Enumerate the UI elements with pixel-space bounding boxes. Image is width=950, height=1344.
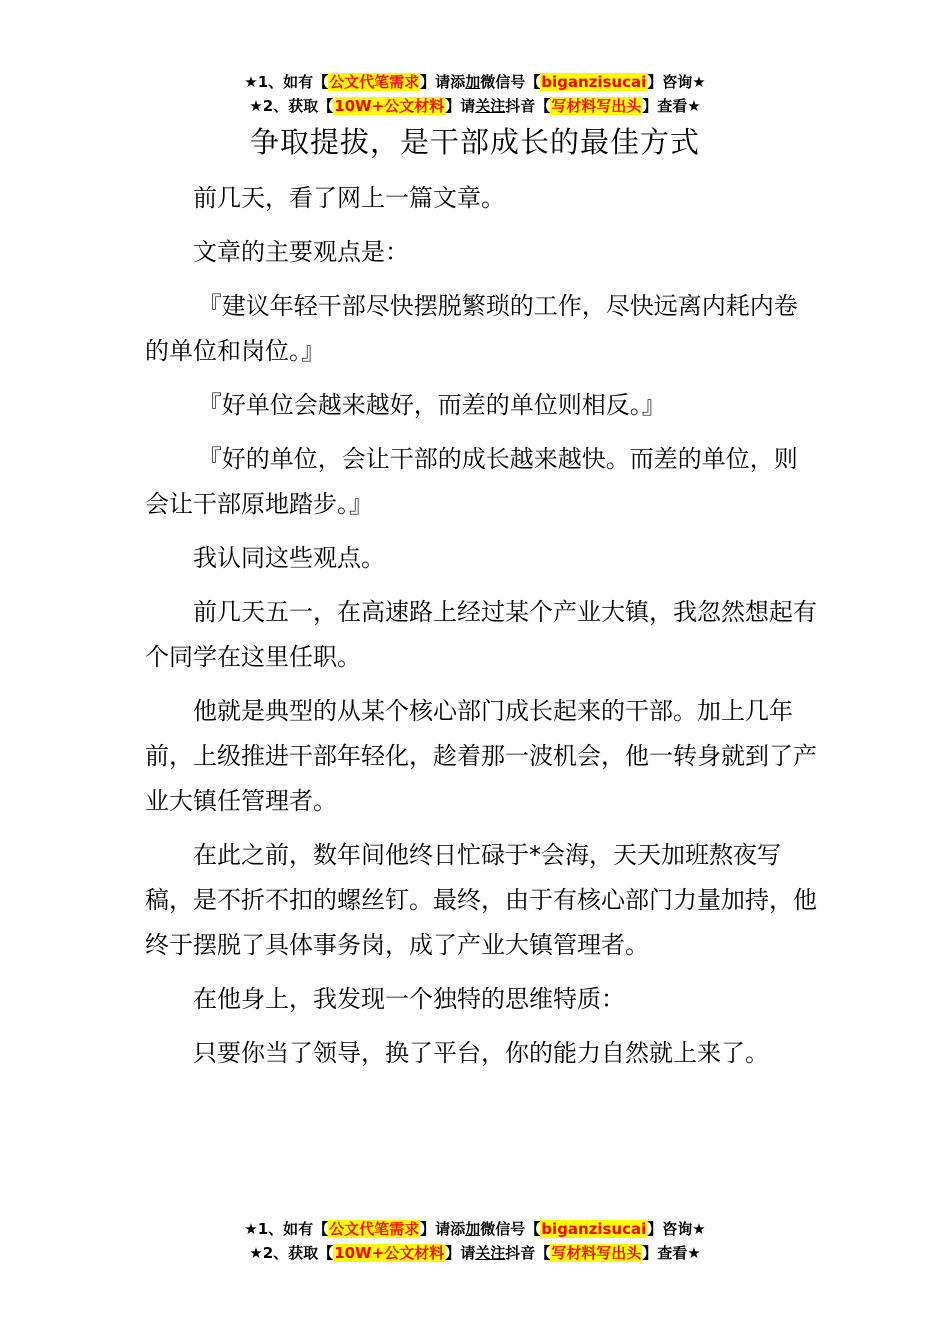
paragraph: 前几天五一，在高速路上经过某个产业大镇，我忽然想起有个同学在这里任职。: [145, 598, 817, 671]
document-body: [145, 176, 820, 1085]
banner-text: 】请: [445, 1244, 476, 1262]
wechat-id-highlight: biganzisucai: [541, 73, 647, 91]
paragraph: 文章的主要观点是：: [193, 238, 409, 266]
header-banner: [0, 70, 950, 118]
footer-banner: [0, 1217, 950, 1265]
banner-text: ★2、获取【: [249, 97, 334, 115]
paragraph: 在他身上，我发现一个独特的思维特质：: [193, 985, 625, 1013]
paragraph: 他就是典型的从某个核心部门成长起来的干部。加上几年前，上级推进干部年轻化，趁着那一波机会，他一转身就到了产业大镇任管理者。: [145, 697, 817, 815]
banner-line-2: [0, 94, 950, 118]
banner-underlined-text: 关注: [475, 97, 506, 115]
douyin-account-highlight: 写材料写出头: [551, 97, 642, 115]
banner-highlight: 10W+公文材料: [334, 97, 445, 115]
banner-underlined-text: 加: [465, 73, 481, 91]
banner-line-1: [0, 70, 950, 94]
douyin-account-highlight: 写材料写出头: [551, 1244, 642, 1262]
banner-text: 】咨询★: [647, 73, 706, 91]
banner-text: 微信号【: [480, 73, 541, 91]
banner-text: 】查看★: [642, 97, 701, 115]
banner-text: 】请添: [420, 1220, 466, 1238]
paragraph: 前几天，看了网上一篇文章。: [193, 184, 505, 212]
wechat-id-highlight: biganzisucai: [541, 1220, 647, 1238]
banner-text: 】请: [445, 97, 476, 115]
banner-line-2: [0, 1241, 950, 1265]
paragraph: 我认同这些观点。: [193, 544, 385, 572]
document-title: 争取提拔，是干部成长的最佳方式: [249, 125, 700, 159]
banner-text: 抖音【: [505, 97, 551, 115]
banner-text: ★1、如有【: [244, 73, 329, 91]
banner-text: 】查看★: [642, 1244, 701, 1262]
banner-text: 抖音【: [505, 1244, 551, 1262]
quote-paragraph: 『好单位会越来越好，而差的单位则相反。』: [197, 391, 666, 419]
banner-highlight: 公文代笔需求: [329, 73, 420, 91]
quote-paragraph: 『建议年轻干部尽快摆脱繁琐的工作，尽快远离内耗内卷的单位和岗位。』: [145, 292, 798, 365]
banner-underlined-text: 关注: [475, 1244, 506, 1262]
quote-paragraph: 『好的单位，会让干部的成长越来越快。而差的单位，则会让干部原地踏步。』: [145, 445, 798, 518]
banner-text: 】咨询★: [647, 1220, 706, 1238]
banner-text: 】请添: [420, 73, 466, 91]
banner-text: ★2、获取【: [249, 1244, 334, 1262]
banner-highlight: 10W+公文材料: [334, 1244, 445, 1262]
paragraph: 在此之前，数年间他终日忙碌于*会海，天天加班熬夜写稿，是不折不扣的螺丝钉。最终，由于有核心部门力量加持，他终于摆脱了具体事务岗，成了产业大镇管理者。: [145, 841, 817, 959]
banner-line-1: [0, 1217, 950, 1241]
banner-underlined-text: 加: [465, 1220, 481, 1238]
banner-highlight: 公文代笔需求: [329, 1220, 420, 1238]
banner-text: 微信号【: [480, 1220, 541, 1238]
banner-text: ★1、如有【: [244, 1220, 329, 1238]
paragraph: 只要你当了领导，换了平台，你的能力自然就上来了。: [193, 1039, 769, 1067]
